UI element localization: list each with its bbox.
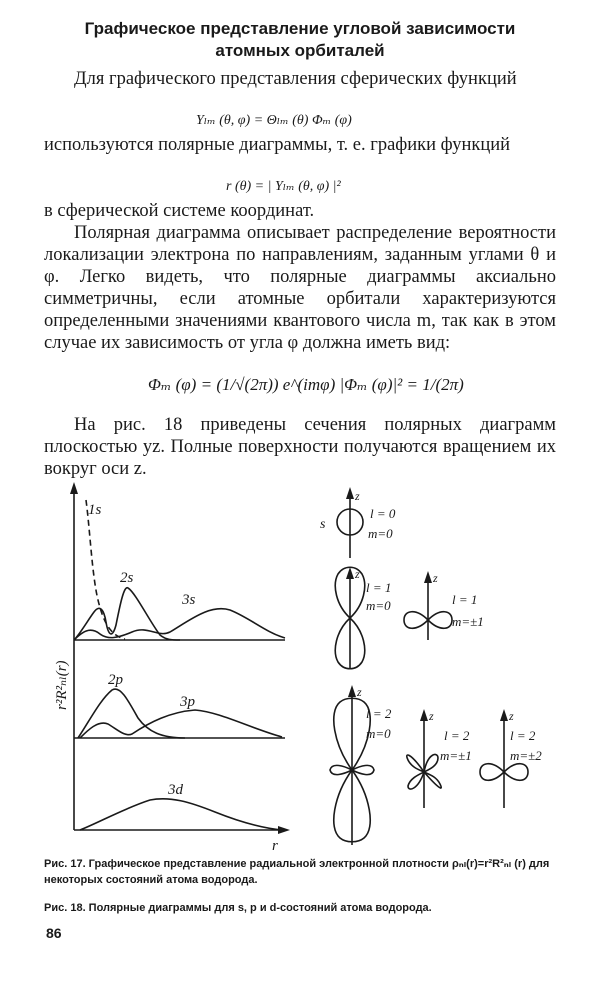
curve-3d [80, 799, 282, 830]
paragraph-1b: используются полярные диаграммы, т. е. графики функций [44, 135, 511, 155]
label-m2-0: m=0 [366, 726, 391, 741]
fig17-ylabel: r²R²ₙₗ(r) [54, 660, 70, 710]
label-2p: 2p [108, 672, 123, 688]
label-m0-s: m=0 [368, 526, 393, 541]
label-2s: 2s [120, 570, 134, 586]
caption-fig17: Рис. 17. Графическое представление радиальной электронной плотности ρₙₗ(r)=r²R²ₙₗ (r) для некоторых состояний атома водорода. [44, 858, 550, 886]
curve-3p [80, 710, 282, 738]
label-3d: 3d [168, 782, 183, 798]
paragraph-1c: в сферической системе координат. [44, 201, 315, 221]
label-m1-0: m=0 [366, 598, 391, 613]
z-label-5: z [429, 709, 434, 723]
paragraph-3: На рис. 18 приведены сечения полярных диаграмм плоскостью yz. Полные поверхности получаются вращением их вокруг оси z. [44, 415, 556, 479]
label-l1: l = 1 [366, 580, 392, 595]
caption-fig18: Рис. 18. Полярные диаграммы для s, p и d-состояний атома водорода. [44, 902, 432, 914]
label-s: s [320, 517, 326, 532]
label-m2-pm2: m=±2 [510, 748, 542, 763]
label-l2c: l = 2 [510, 728, 536, 743]
label-3s: 3s [182, 592, 196, 608]
page-number: 86 [46, 925, 62, 941]
paragraph-1a: Для графического представления сферических функций [74, 69, 517, 89]
formula-polar-radius: r (θ) = | Yₗₘ (θ, φ) |² [226, 179, 341, 194]
label-l1b: l = 1 [452, 592, 478, 607]
title-line-2: атомных орбиталей [215, 41, 385, 60]
z-label-4: z [357, 685, 362, 699]
label-3p: 3p [180, 694, 195, 710]
fig17-axes [70, 482, 285, 830]
formula-phi: Φₘ (φ) = (1/√(2π)) e^(imφ) |Φₘ (φ)|² = 1/(2π) [148, 375, 464, 394]
label-m1-pm: m=±1 [452, 614, 484, 629]
formula-spherical-function: Yₗₘ (θ, φ) = Θₗₘ (θ) Φₘ (φ) [196, 113, 352, 128]
label-m2-pm1: m=±1 [440, 748, 472, 763]
fig17-xlabel: r [272, 838, 278, 854]
z-label-6: z [509, 709, 514, 723]
curve-2s [74, 588, 180, 640]
paragraph-2: Полярная диаграмма описывает распределение вероятности локализации электрона по направлениям, заданным углами θ и φ. Легко видеть, что полярные диаграммы аксиально симметричны, если атомные орбитали характеризуются определенными значениями квантового числа m, так как в этом случае их зависимость от угла φ должна иметь вид: [44, 223, 556, 353]
curve-2p [78, 689, 185, 738]
label-l2b: l = 2 [444, 728, 470, 743]
z-label-2: z [355, 567, 360, 581]
z-label-3: z [433, 571, 438, 585]
label-l2: l = 2 [366, 706, 392, 721]
label-l0: l = 0 [370, 506, 396, 521]
z-label-1: z [355, 489, 360, 503]
title-line-1: Графическое представление угловой зависимости [84, 19, 516, 38]
label-1s: 1s [88, 502, 102, 518]
